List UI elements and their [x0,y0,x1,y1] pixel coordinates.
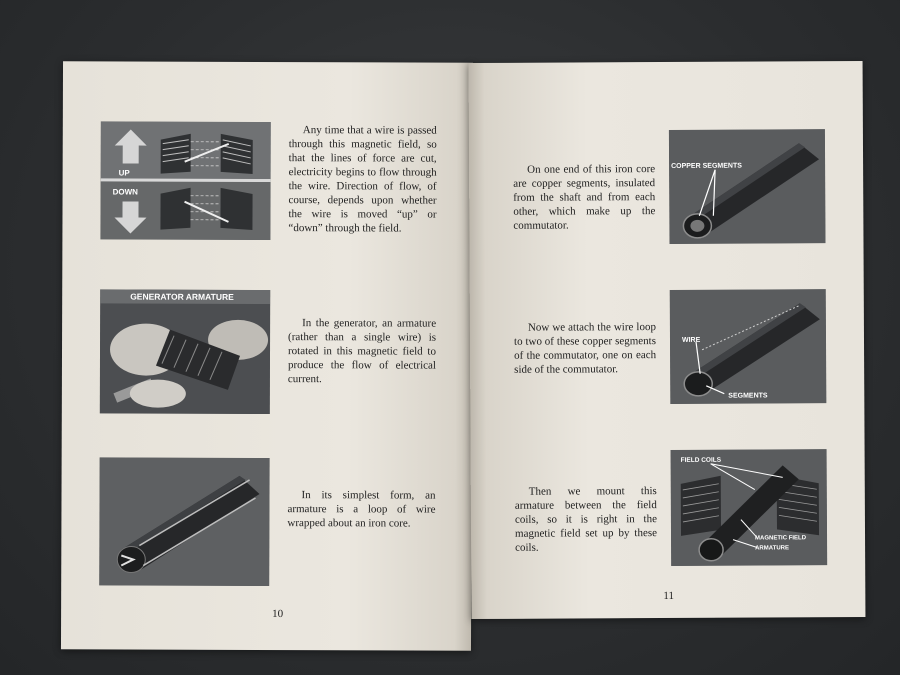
up-label: UP [118,168,130,178]
copper-segments-svg [669,129,826,244]
field-coils-svg [671,449,828,566]
caption-iron-core: In its simplest form, an armature is a loop of wire wrapped about an iron core. [287,489,436,530]
page-number-left: 10 [272,608,284,621]
armature-hands-svg [100,289,270,414]
segments-label: SEGMENTS [728,392,768,400]
up-down-field-illustration [100,121,270,240]
wire-label: WIRE [681,336,701,344]
caption-commutator-segments: On one end of this iron core are copper segments, insulated from the shaft and from each other, which make up the commutator. [513,163,656,232]
wire-segments-illustration [670,289,827,404]
iron-core-svg [99,457,269,586]
copper-segments-label: COPPER SEGMENTS [671,162,742,170]
field-coils-illustration [671,449,828,566]
generator-armature-photo [100,289,270,414]
caption-wire-loop: Now we attach the wire loop to two of these copper segments of the commutator, one on each side of the commutator. [513,321,657,376]
generator-armature-label: GENERATOR ARMATURE [130,291,234,302]
iron-core-illustration [99,457,269,586]
right-page [469,61,866,619]
caption-generator: In the generator, an armature (rather than a single wire) is rotated in this magnetic field to produce the flow of electrical current. [287,317,437,386]
left-page [61,61,473,650]
field-diagram-svg [100,121,270,240]
caption-field-coils: Then we mount this armature between the field coils, so it is right in the magnetic field set up by these coils. [514,485,658,554]
down-label: DOWN [112,187,138,197]
page-number-right: 11 [663,589,674,603]
magnetic-field-label: MAGNETIC FIELD [755,535,807,542]
wire-segments-svg [670,289,827,404]
armature-label: ARMATURE [755,545,789,552]
copper-segments-illustration [669,129,826,244]
field-coils-label: FIELD COILS [680,456,722,464]
caption-magnetic-field: Any time that a wire is passed through this magnetic field, so that the lines of force are cut, electricity begins to flow through the wire. Direction of flow, of course, depends upon whether the wire is moved “up” or “down” through the field. [288,124,437,235]
